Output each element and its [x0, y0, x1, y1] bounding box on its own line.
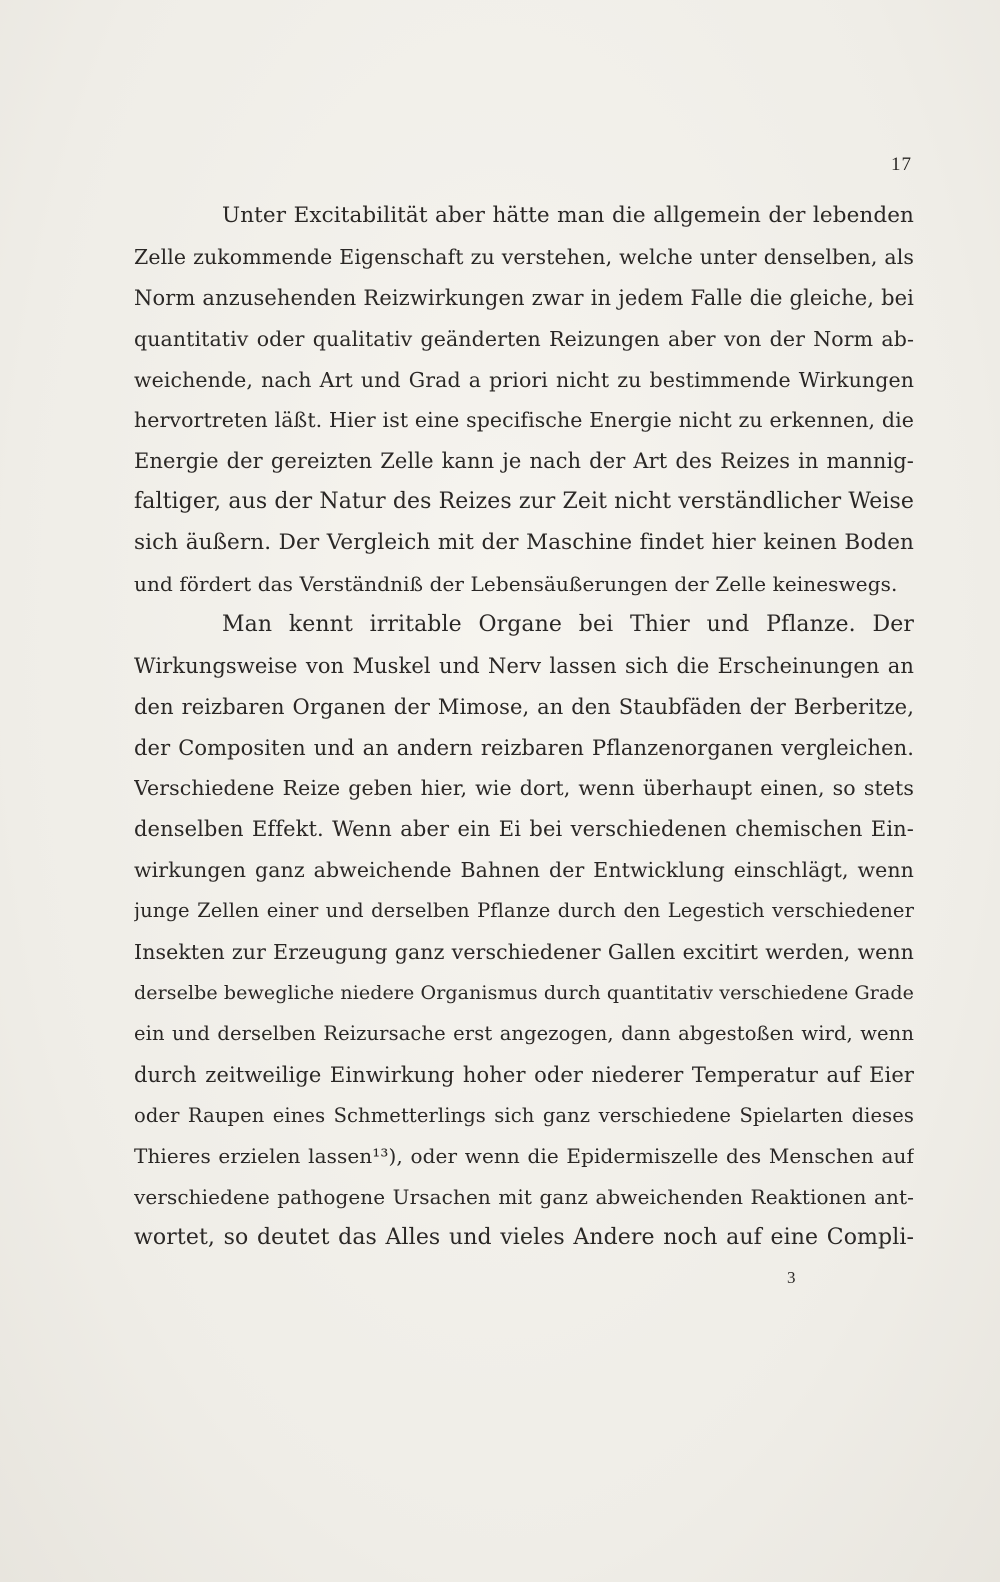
text-line: der Compositen und an andern reizbaren Pflanzenorganen vergleichen.	[134, 735, 914, 760]
text-line: den reizbaren Organen der Mimose, an den Staubfäden der Berberitze,	[134, 694, 914, 719]
text-line: derselbe bewegliche niedere Organismus durch quantitativ verschiedene Grade	[134, 981, 914, 1004]
text-line: quantitativ oder qualitativ geänderten Reizungen aber von der Norm ab-	[134, 326, 914, 351]
text-line: ein und derselben Reizursache erst angezogen, dann abgestoßen wird, wenn	[134, 1021, 914, 1045]
text-line: wirkungen ganz abweichende Bahnen der Entwicklung einschlägt, wenn	[134, 858, 914, 883]
text-line: durch zeitweilige Einwirkung hoher oder niederer Temperatur auf Eier	[134, 1062, 914, 1087]
text-line: hervortreten läßt. Hier ist eine specifische Energie nicht zu erkennen, die	[134, 408, 914, 433]
text-line: Man kennt irritable Organe bei Thier und Pflanze. Der	[222, 611, 914, 637]
text-line: und fördert das Verständniß der Lebensäußerungen der Zelle keineswegs.	[134, 572, 898, 597]
text-line: Thieres erzielen lassen¹³), oder wenn die Epidermiszelle des Menschen auf	[134, 1144, 914, 1169]
text-line: Energie der gereizten Zelle kann je nach der Art des Reizes in mannig-	[134, 449, 914, 474]
body-text	[134, 196, 914, 1259]
text-line: sich äußern. Der Vergleich mit der Maschine findet hier keinen Boden	[134, 530, 914, 556]
text-line: denselben Effekt. Wenn aber ein Ei bei verschiedenen chemischen Ein-	[134, 817, 914, 842]
text-line: verschiedene pathogene Ursachen mit ganz abweichenden Reaktionen ant-	[134, 1185, 914, 1210]
text-line: Insekten zur Erzeugung ganz verschiedener Gallen excitirt werden, wenn	[134, 940, 914, 965]
text-line: oder Raupen eines Schmetterlings sich ganz verschiedene Spielarten dieses	[134, 1103, 914, 1127]
text-line: Zelle zukommende Eigenschaft zu verstehen, welche unter denselben, als	[134, 244, 914, 269]
text-line: Unter Excitabilität aber hätte man die allgemein der lebenden	[222, 203, 914, 228]
text-line: junge Zellen einer und derselben Pflanze durch den Legestich verschiedener	[134, 899, 914, 923]
page-number: 17	[891, 154, 912, 175]
text-line: wortet, so deutet das Alles und vieles Andere noch auf eine Compli-	[134, 1225, 914, 1251]
signature-mark: 3	[787, 1268, 796, 1287]
text-line: weichende, nach Art und Grad a priori nicht zu bestimmende Wirkungen	[134, 367, 914, 392]
text-line: Wirkungsweise von Muskel und Nerv lassen sich die Erscheinungen an	[134, 653, 914, 678]
text-line: faltiger, aus der Natur des Reizes zur Zeit nicht verständlicher Weise	[134, 489, 914, 515]
text-line: Verschiedene Reize geben hier, wie dort, wenn überhaupt einen, so stets	[134, 776, 914, 801]
text-line: Norm anzusehenden Reizwirkungen zwar in jedem Falle die gleiche, bei	[134, 285, 914, 310]
